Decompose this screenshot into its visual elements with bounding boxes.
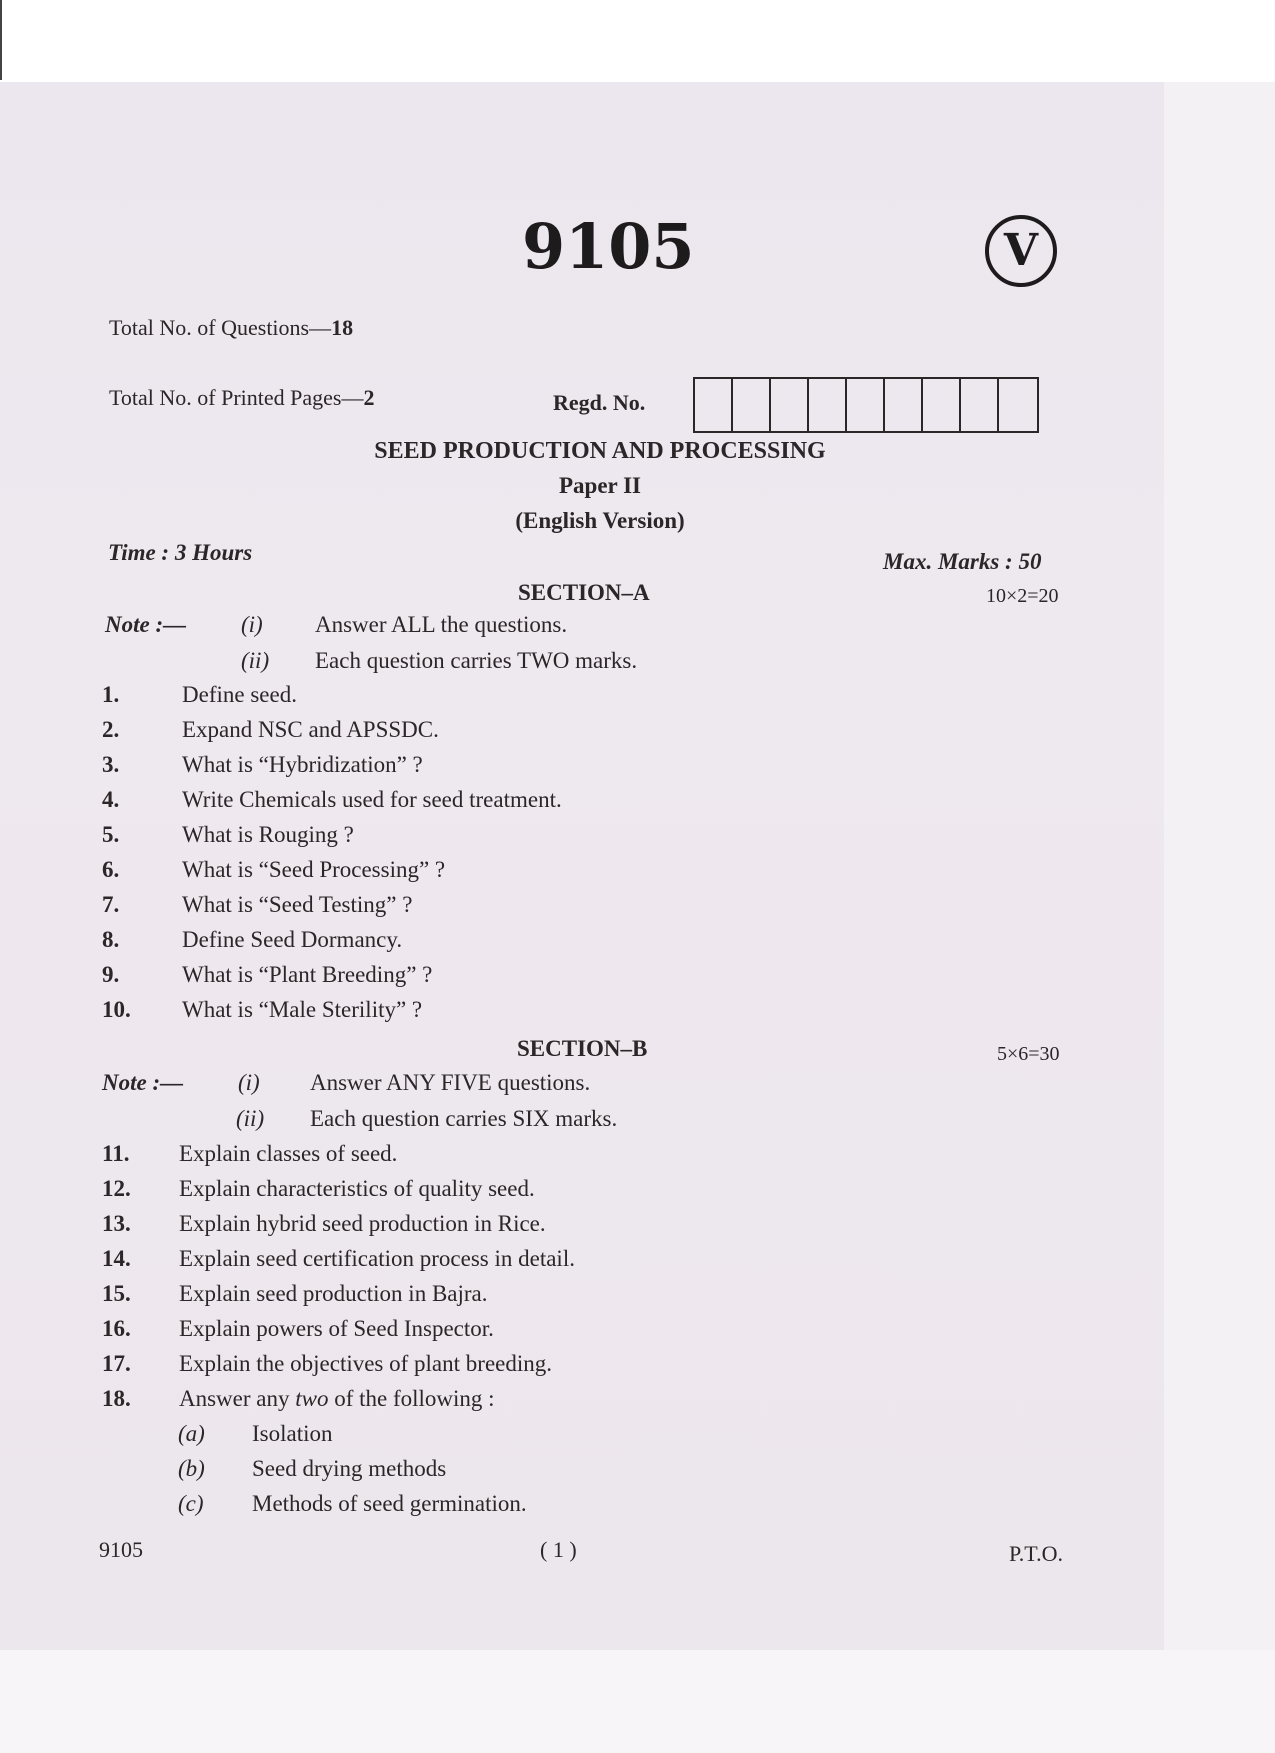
paper-number: Paper II <box>559 473 641 498</box>
regd-no-label: Regd. No. <box>553 390 646 415</box>
regd-digit-box[interactable] <box>771 379 809 431</box>
total-printed-pages: Total No. of Printed Pages—2 <box>109 385 375 410</box>
section-b-marks: 5×6=30 <box>997 1043 1060 1065</box>
regd-digit-box[interactable] <box>923 379 961 431</box>
regd-digit-box[interactable] <box>695 379 733 431</box>
regd-digit-box[interactable] <box>733 379 771 431</box>
scan-border-right <box>1164 82 1275 1650</box>
sub-question-item: (c) Methods of seed germination. <box>178 1491 527 1516</box>
footer-pto: P.T.O. <box>1009 1541 1063 1566</box>
max-marks-label: Max. Marks : 50 <box>883 549 1042 574</box>
regd-digit-box[interactable] <box>809 379 847 431</box>
scan-border-left <box>0 0 2 80</box>
subject-title: SEED PRODUCTION AND PROCESSING <box>374 438 826 464</box>
footer-code: 9105 <box>99 1537 143 1562</box>
scan-border-bottom <box>0 1650 1275 1753</box>
sub-question-item: (b) Seed drying methods <box>178 1456 447 1481</box>
regd-digit-box[interactable] <box>847 379 885 431</box>
version-badge: V <box>985 215 1057 287</box>
section-b-heading: SECTION–B <box>517 1036 648 1061</box>
regd-digit-box[interactable] <box>999 379 1037 431</box>
section-b-note-1: Note :— (i) Answer ANY FIVE questions. <box>102 1070 591 1095</box>
section-a-heading: SECTION–A <box>518 580 650 605</box>
regd-digit-box[interactable] <box>961 379 999 431</box>
paper-code: 9105 <box>522 210 695 283</box>
section-a-marks: 10×2=20 <box>986 585 1059 607</box>
scan-border-top <box>0 0 1275 82</box>
language-version: (English Version) <box>515 508 685 533</box>
section-a-note-1: Note :— (i) Answer ALL the questions. <box>105 612 568 637</box>
scanned-page: 9105 V Total No. of Questions—18 Total No. of Printed Pages—2 Regd. No. SEED PRODUCTION AND PROCESSING Paper II (English Version) Time : 3 Hours Max. Marks : 50 SECTION–A 10×2=20 Note :— (i) Answer ALL the questions. (ii) Each question carries TWO marks. 1. Define seed. 2. Expand NSC and APSSDC. 3. What is “Hybridization” ? 4. Write Chemicals used for seed treatment. 5. What is Rouging ? 6. What is “Seed Processing” ? 7. What is “Seed Testing” ? 8. Define Seed Dormancy. 9. What is “Plant Breeding” ? 10. What is “Male Sterility” ? SECTION–B 5×6=30 Note :— (i) Answer ANY FIVE questions. (ii) Each question carries SIX marks. 11. Explain classes of seed. 12. Explain characteristics of quality seed. 13. Explain hybrid seed production in Rice. 14. Explain seed certification process in detail. 15. Explain seed production in Bajra. 16. Explain powers of Seed Inspector. 17. Explain the objectives of plant breeding. 18. Answer any two of the following : (a) Isolation (b) Seed drying methods (c) Methods of seed germination. 9105 ( 1 ) P.T.O. <box>0 0 1275 1753</box>
footer-page-number: ( 1 ) <box>540 1537 577 1562</box>
regd-no-boxes[interactable] <box>693 377 1039 433</box>
sub-question-item: (a) Isolation <box>178 1421 333 1446</box>
regd-digit-box[interactable] <box>885 379 923 431</box>
time-label: Time : 3 Hours <box>108 540 253 565</box>
total-questions: Total No. of Questions—18 <box>109 315 354 340</box>
